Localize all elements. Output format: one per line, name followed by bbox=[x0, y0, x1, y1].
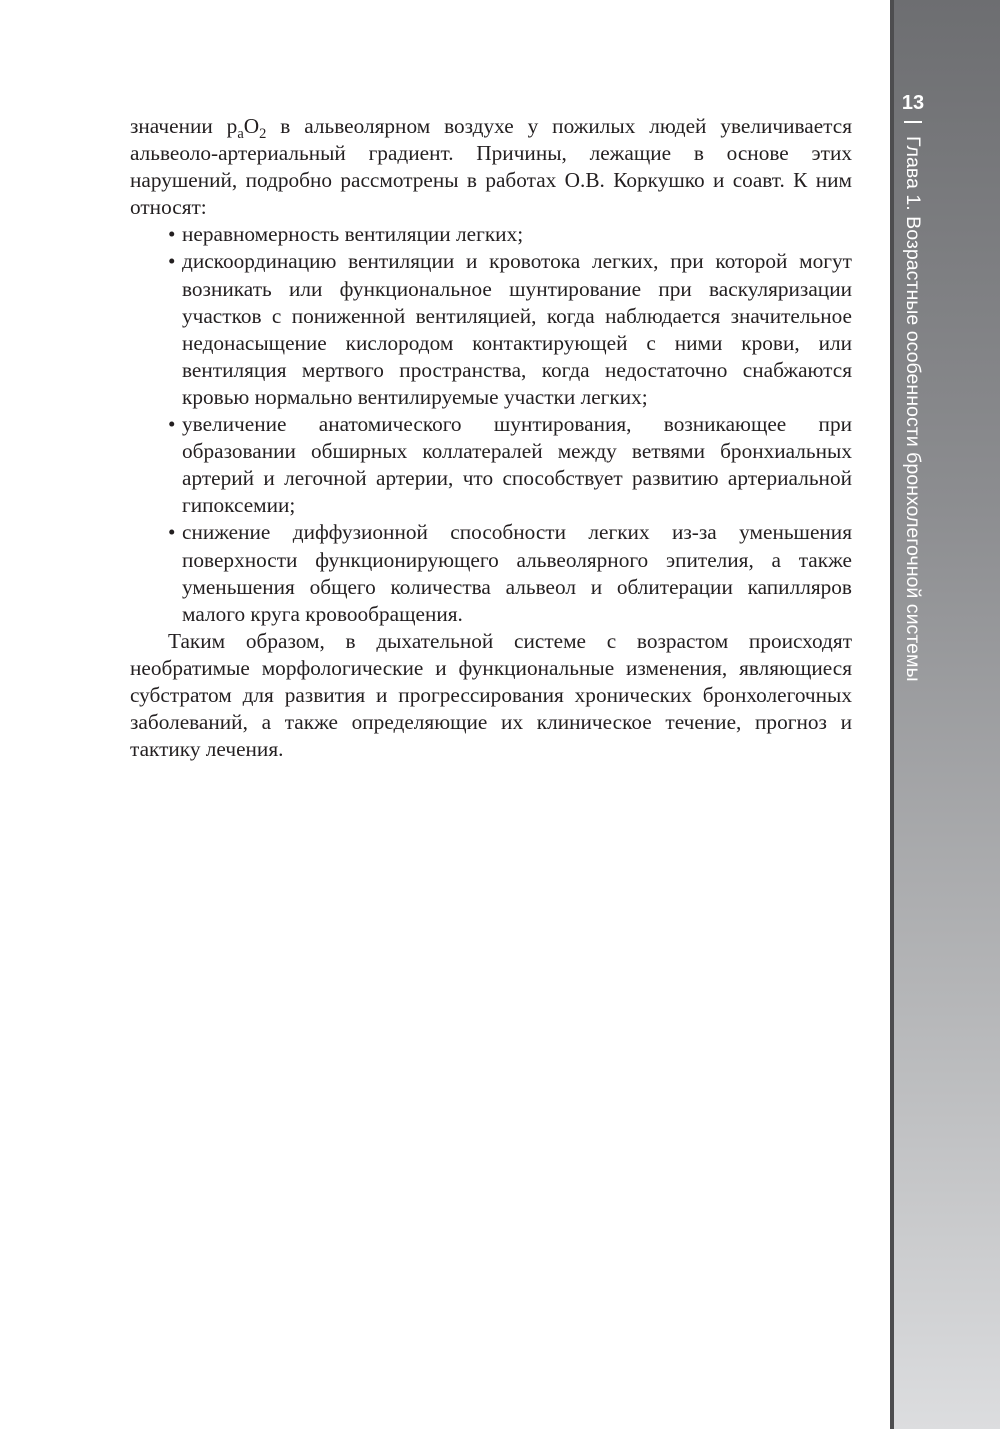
intro-paragraph bbox=[130, 113, 852, 221]
band-edge-line bbox=[890, 0, 894, 1429]
list-item bbox=[130, 221, 852, 248]
page-body bbox=[130, 113, 852, 763]
oxygen-letter: O bbox=[243, 114, 260, 138]
list-item-text: снижение диффузионной способности легких из-за уменьшения поверхности функционирующего альвеолярного эпителия, а также уменьшения общего количества альвеол и облитерации капилляров малого круга кровообращения. bbox=[182, 520, 852, 626]
list-item bbox=[130, 248, 852, 411]
intro-text-start: значении p bbox=[130, 114, 238, 138]
chapter-title: Глава 1. Возрастные особенности бронхолегочной системы bbox=[902, 136, 924, 682]
page-number: 13 bbox=[901, 92, 925, 114]
list-item bbox=[130, 411, 852, 519]
subscript-2: 2 bbox=[259, 126, 267, 143]
causes-list bbox=[130, 221, 852, 627]
bullet-icon: • bbox=[168, 412, 176, 437]
page-number-divider bbox=[904, 121, 922, 123]
list-item-text: увеличение анатомического шунтирования, возникающее при образовании обширных коллатералей между ветвями бронхиальных артерий и легочной артерии, что способствует развитию артериальной гипоксемии; bbox=[182, 412, 852, 518]
intro-text-rest: в альвеолярном воздухе у пожилых людей увеличивается альвеоло-артериальный градиент. Причины, лежащие в основе этих нарушений, подробно рассмотрены в работах О.В. Коркушко и соавт. К ним относят: bbox=[130, 114, 852, 220]
list-item-text: неравномерность вентиляции легких; bbox=[182, 222, 524, 247]
subscript-a: a bbox=[237, 126, 244, 143]
bullet-icon: • bbox=[168, 222, 176, 247]
conclusion-paragraph: Таким образом, в дыхательной системе с возрастом происходят необратимые морфологические и функциональные изменения, являющиеся субстратом для развития и прогрессирования хронических бронхолегочных заболеваний, а также определяющие их клиническое течение, прогноз и тактику лечения. bbox=[130, 628, 852, 762]
list-item-text: дискоординацию вентиляции и кровотока легких, при которой могут возникать или функциональное шунтирование при васкуляризации участков с пониженной вентиляцией, когда наблюдается значительное недонасыщение кислородом контактирующей с ними крови, или вентиляция мертвого пространства, когда недостаточно снабжаются кровью нормально вентилируемые участки легких; bbox=[182, 249, 852, 409]
bullet-icon: • bbox=[168, 520, 176, 545]
bullet-icon: • bbox=[168, 249, 176, 274]
list-item bbox=[130, 519, 852, 627]
